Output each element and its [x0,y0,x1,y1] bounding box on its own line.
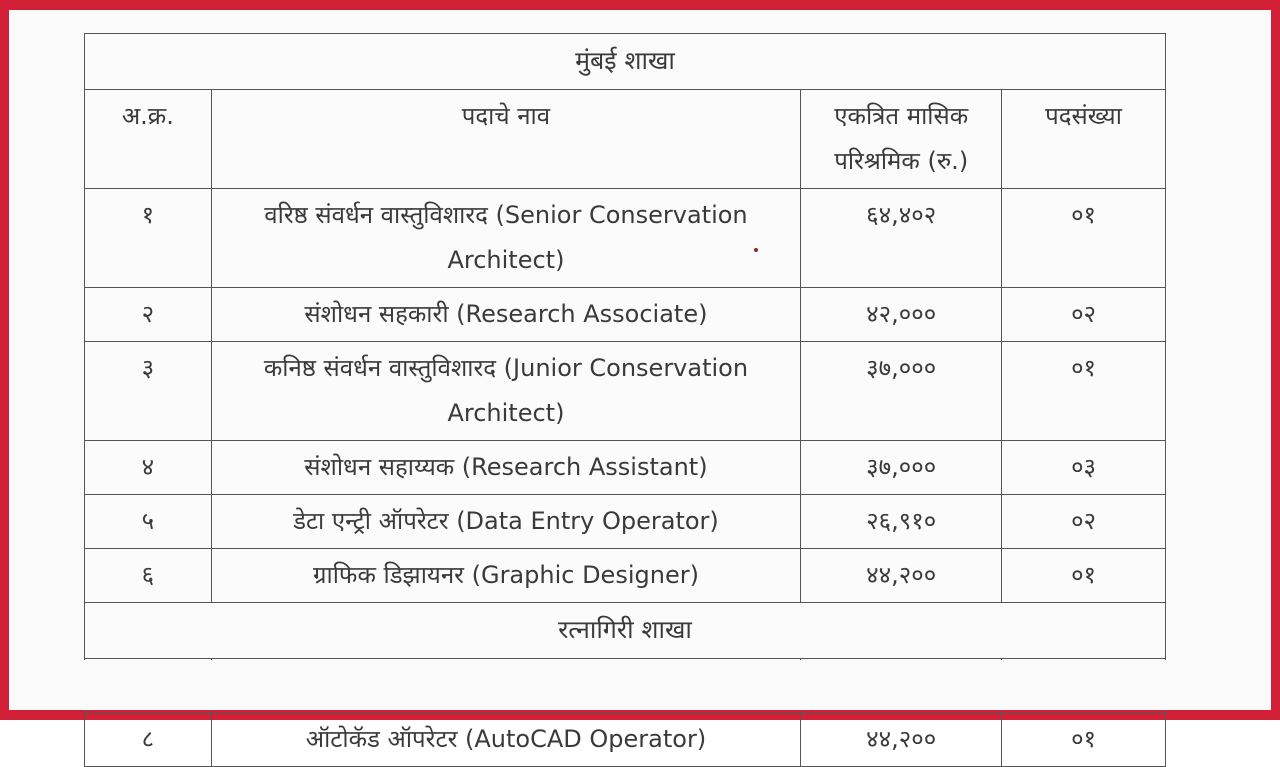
salary-cell: २६,९१० [801,495,1002,549]
salary-cell: ३७,००० [801,342,1002,441]
post-cell: ग्राफिक डिझायनर (Graphic Designer) [211,549,801,603]
count-cell: ०२ [1002,288,1166,342]
post-cell: वरिष्ठ संवर्धन वास्तुविशारद (Senior Conservation Architect) [211,189,801,288]
salary-cell: ४४,२०० [801,713,1002,767]
count-cell: ०१ [1002,549,1166,603]
serial-cell: ४ [85,441,212,495]
count-cell: ०१ [1002,713,1166,767]
col-header-serial: अ.क्र. [85,90,212,189]
table-row [85,549,1166,603]
salary-cell: ३७,००० [801,441,1002,495]
vacancy-table [84,33,1166,767]
scanned-page [9,10,1271,753]
page-cutoff [9,660,1271,710]
table-row [85,495,1166,549]
col-header-salary: एकत्रित मासिक परिश्रमिक (रु.) [801,90,1002,189]
section-title: मुंबई शाखा [85,34,1166,90]
serial-cell: ६ [85,549,212,603]
serial-cell: ८ [85,713,212,767]
post-cell: संशोधन सहकारी (Research Associate) [211,288,801,342]
salary-cell: ४४,२०० [801,549,1002,603]
scan-speck [754,248,758,252]
table-row [85,288,1166,342]
table-row [85,342,1166,441]
section-title: रत्नागिरी शाखा [85,603,1166,659]
serial-cell: ५ [85,495,212,549]
count-cell: ०२ [1002,495,1166,549]
count-cell: ०१ [1002,189,1166,288]
col-header-post: पदाचे नाव [211,90,801,189]
table-row [85,713,1166,767]
section-header-mumbai [85,34,1166,90]
serial-cell: १ [85,189,212,288]
salary-cell: ६४,४०२ [801,189,1002,288]
col-header-count: पदसंख्या [1002,90,1166,189]
count-cell: ०१ [1002,342,1166,441]
serial-cell: २ [85,288,212,342]
section-header-ratnagiri [85,603,1166,659]
table-row [85,441,1166,495]
count-cell: ०३ [1002,441,1166,495]
post-cell: डेटा एन्ट्री ऑपरेटर (Data Entry Operator) [211,495,801,549]
post-cell: कनिष्ठ संवर्धन वास्तुविशारद (Junior Conservation Architect) [211,342,801,441]
table-row [85,189,1166,288]
column-header-row [85,90,1166,189]
post-cell: ऑटोकॅड ऑपरेटर (AutoCAD Operator) [211,713,801,767]
post-cell: संशोधन सहाय्यक (Research Assistant) [211,441,801,495]
salary-cell: ४२,००० [801,288,1002,342]
serial-cell: ३ [85,342,212,441]
